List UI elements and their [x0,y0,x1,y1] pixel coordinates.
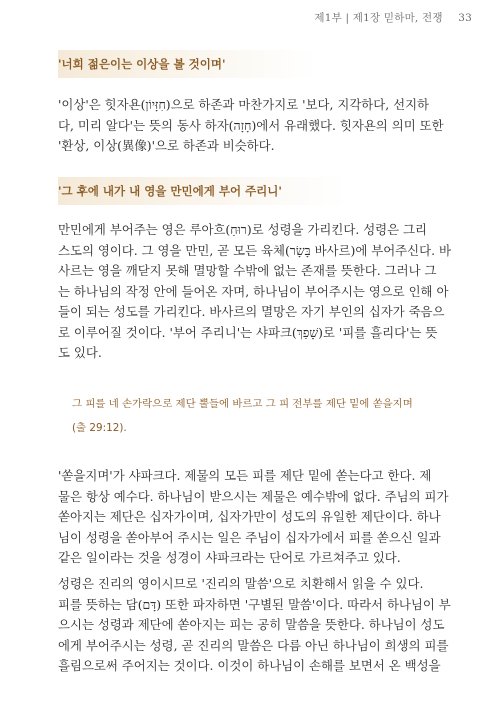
text-line: 쏟아지는 제단은 십자가이며, 십자가만이 성도의 유일한 제단이다. 하나 [58,509,441,524]
scripture-quote [72,392,467,440]
text-line: 로 이루어질 것이다. '부어 주리니'는 샤파크(שָׁפַךְ)로 '피를 흘리다'는 뜻 [58,324,438,340]
text-line: 만민에게 부어주는 영은 루아흐(רוּחַ)로 성령을 가리킨다. 성령은 그리 [58,222,427,237]
text-line: 피를 뜻하는 담(דָּם) 또한 파자하면 '구별된 말씀'이다. 따라서 하나님이 부 [58,596,451,612]
text-line: 도 있다. [58,345,102,360]
text-line: 으시는 성령과 제단에 쏟아지는 피는 공히 말씀을 뜻한다. 하나님이 성도 [58,617,445,632]
paragraph-4 [58,574,468,677]
section-1-paragraph [58,95,468,157]
text-line: 는 하나님의 작정 안에 들어온 자며, 하나님이 부어주시는 영으로 인해 아 [58,283,449,299]
text-line: '이상'은 힛자욘(חִזָּיוֹן)으로 하존과 마찬가지로 '보다, 지각하다, 선지하 [58,97,430,112]
text-line: 다, 미리 알다'는 뜻의 동사 하자(חָזָה)에서 유래했다. 힛자욘의 의미 또한 [58,117,444,133]
text-line: 님이 성령을 쏟아부어 주시는 일은 주님이 십자가에서 피를 쏟으신 일과 [58,529,441,545]
text-line: 성령은 진리의 영이시므로 '진리의 말씀'으로 치환해서 읽을 수 있다. [58,576,424,591]
text-line: 사르는 영을 깨닫지 못해 멸망할 수밖에 없는 존재를 뜻한다. 그러나 그 [58,263,437,278]
text-line: 물은 항상 예수다. 하나님이 받으시는 제물은 예수밖에 없다. 주님의 피가 [58,488,449,504]
text-line: 들이 되는 성도를 가리킨다. 바사르의 멸망은 자기 부인의 십자가 죽음으 [58,304,445,319]
running-header [314,10,472,25]
text-line: 스도의 영이다. 그 영을 만민, 곧 모든 육체(בָּשָׂר 바사르)에 부어주신다. 바 [58,242,451,258]
section-2-paragraph [58,220,468,364]
section-heading-1: '너희 젊은이는 이상을 볼 것이며' [58,50,318,78]
running-head-title: 제1부 | 제1장 믿하마, 전쟁 [314,12,443,24]
quote-citation: (출 29:12). [72,422,127,434]
text-line: '환상, 이상(異像)'으로 하존과 비슷하다. [58,138,275,153]
text-line: 흘림으로써 주어지는 것이다. 이것이 하나님이 손해를 보면서 온 백성을 [58,658,441,673]
section-heading-2: '그 후에 내가 내 영을 만민에게 부어 주리니' [58,177,348,205]
text-line: '쏟을지며'가 샤파크다. 제물의 모든 피를 제단 밑에 쏟는다고 한다. 제 [58,468,432,483]
text-line: 에게 부어주시는 성령, 곧 진리의 말씀은 다름 아닌 하나님이 희생의 피를 [58,637,449,653]
text-line: 같은 일이라는 것을 성경이 샤파크라는 단어로 가르쳐주고 있다. [58,550,401,565]
page-number: 33 [458,12,472,24]
quote-line: 그 피를 네 손가락으로 제단 뿔들에 바르고 그 피 전부를 제단 밑에 쏟을지며 [72,398,413,410]
paragraph-3 [58,466,468,569]
